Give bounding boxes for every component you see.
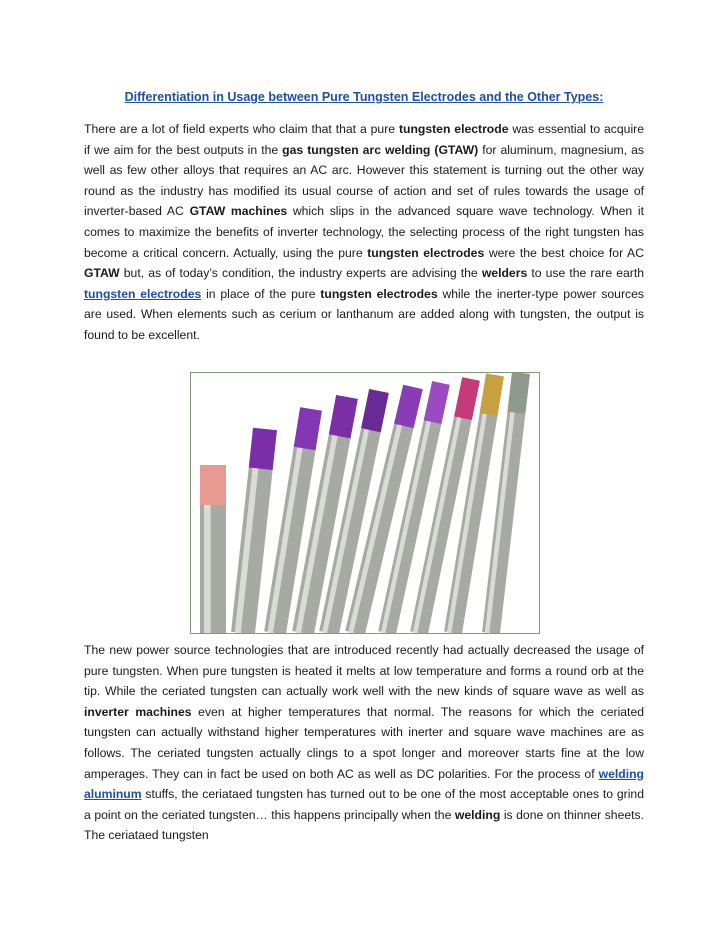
rod-color-tip (433, 383, 441, 422)
text-run: which slips in the advanced square wave technology. When it comes to maximize the benefits of inverter technology, the selecting process of the right tungsten has become a critical concern. Actually, using the pure (84, 204, 645, 260)
inline-link[interactable]: tungsten electrodes (84, 286, 202, 301)
tungsten-electrodes-photo (190, 372, 540, 634)
rod-color-tip (305, 409, 311, 448)
inline-link[interactable]: welding aluminum (84, 766, 644, 802)
text-run: were the best choice for AC (484, 245, 644, 260)
paragraph-power-source (84, 640, 644, 846)
text-run: even at higher temperatures that normal. The reasons for which the ceriated tungsten can actually withstand higher temperatures with inerter and square wave machines are as follows. The ceriated tungsten actually clings to a spot longer and moreover starts fine at the low amperages. They can in fact be used on both AC as well as DC polarities. For the process of (84, 704, 644, 781)
bold-keyword: GTAW machines (189, 204, 288, 219)
rod-color-tip (340, 397, 347, 436)
electrode-rod (207, 465, 213, 633)
rod-color-tip (516, 373, 521, 413)
text-run: stuffs, the ceriataed tungsten has turned out to be one of the most acceptable ones to grind a point on the ceriated tungsten… this happens principally when the (84, 787, 644, 822)
text-run: while the inerter-type power sources are used. When elements such as cerium or lanthanum are added along with tungsten, the output is found to be excellent. (84, 286, 644, 342)
bold-keyword: GTAW (84, 266, 120, 281)
bold-keyword: tungsten electrodes (367, 245, 485, 260)
document-title[interactable]: Differentiation in Usage between Pure Tungsten Electrodes and the Other Types: (124, 90, 604, 104)
rod-color-tip (261, 429, 265, 469)
bold-keyword: gas tungsten arc welding (GTAW) (282, 142, 479, 157)
text-run: was essential to acquire if we aim for the best outputs in the (84, 122, 644, 157)
text-run: to use the rare earth (527, 266, 645, 281)
electrode-rods-illustration (191, 373, 539, 633)
text-run: There are a lot of field experts who claim that that a pure (84, 122, 399, 136)
bold-keyword: welders (481, 266, 528, 281)
bold-keyword: inverter machines (84, 704, 192, 719)
rod-color-tip (371, 391, 379, 430)
electrode-rod (238, 429, 265, 633)
text-run: but, as of today’s condition, the industry experts are advising the (119, 266, 482, 281)
bold-keyword: tungsten electrodes (320, 286, 438, 301)
bold-keyword: welding (454, 807, 501, 822)
paragraph-intro (84, 119, 644, 346)
text-run: is done on thinner sheets. The ceriataed tungsten (84, 807, 644, 843)
text-run: for aluminum, magnesium, as well as few other alloys that requires an AC arc. However this statement is turning out the other way round as the industry has modified its usual course of action and set of rules towards the usage of inverter-based AC (84, 142, 644, 219)
bold-keyword: tungsten electrode (398, 122, 509, 136)
rod-color-tip (404, 387, 413, 426)
rod-color-tip (489, 375, 495, 414)
text-run: in place of the pure (201, 286, 321, 301)
rod-color-tip (463, 379, 471, 418)
text-run: The new power source technologies that are introduced recently had actually decreased the usage of pure tungsten. When pure tungsten is heated it melts at low temperature and forms a round orb at the tip. While the ceriated tungsten can actually work well with the new kinds of square wave as well as (84, 643, 644, 699)
